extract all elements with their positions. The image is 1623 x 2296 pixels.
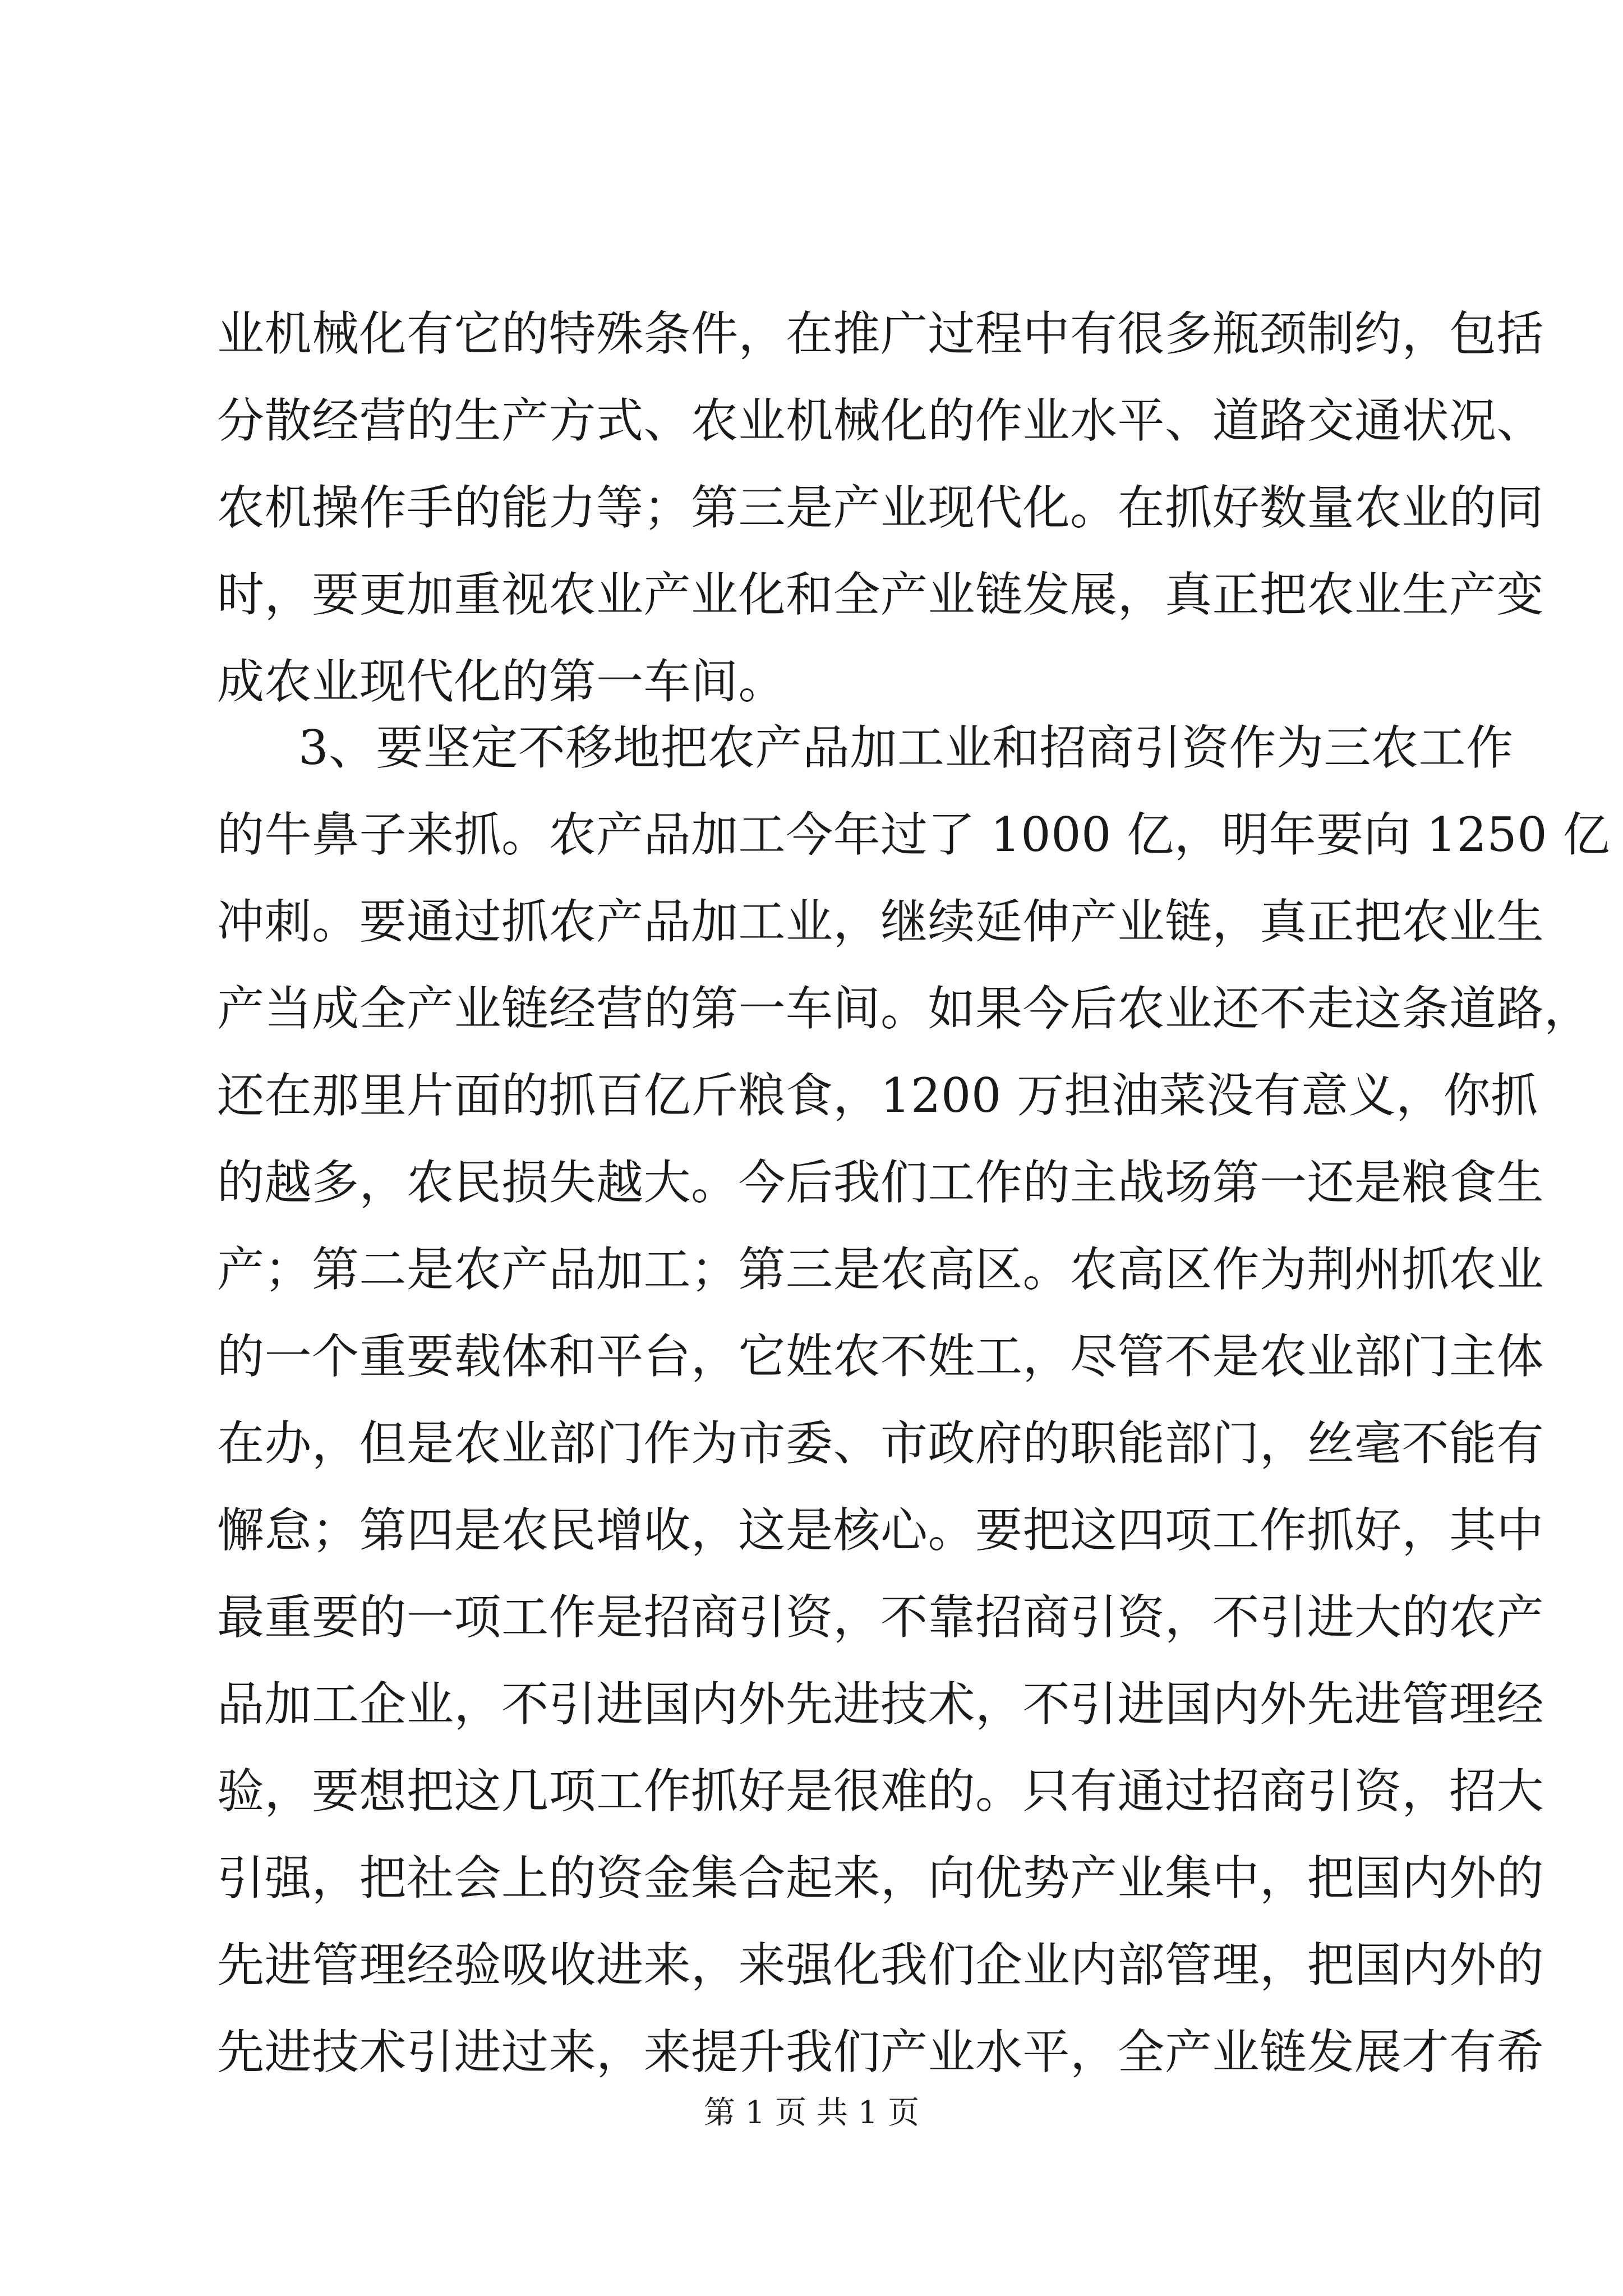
text-line: 先进技术引进过来，来提升我们产业水平，全产业链发展才有希 — [217, 2024, 1544, 2079]
text-line: 产；第二是农产品加工；第三是农高区。农高区作为荆州抓农业 — [217, 1242, 1544, 1297]
text-line: 品加工企业，不引进国内外先进技术，不引进国内外先进管理经 — [217, 1677, 1544, 1732]
text-line: 成农业现代化的第一车间。 — [217, 654, 786, 709]
text-line: 业机械化有它的特殊条件，在推广过程中有很多瓶颈制约，包括 — [217, 306, 1544, 361]
text-line: 最重要的一项工作是招商引资，不靠招商引资，不引进大的农产 — [217, 1590, 1544, 1645]
text-line: 的一个重要载体和平台，它姓农不姓工，尽管不是农业部门主体 — [217, 1329, 1544, 1384]
text-line: 冲刺。要通过抓农产品加工业，继续延伸产业链，真正把农业生 — [217, 894, 1544, 949]
text-line: 时，要更加重视农业产业化和全产业链发展，真正把农业生产变 — [217, 567, 1544, 622]
text-line: 还在那里片面的抓百亿斤粮食，1200 万担油菜没有意义，你抓 — [217, 1068, 1538, 1123]
text-line: 先进管理经验吸收进来，来强化我们企业内部管理，把国内外的 — [217, 1938, 1544, 1993]
text-line: 引强，把社会上的资金集合起来，向优势产业集中，把国内外的 — [217, 1851, 1544, 1906]
text-line: 产当成全产业链经营的第一车间。如果今后农业还不走这条道路， — [217, 981, 1592, 1036]
text-line: 分散经营的生产方式、农业机械化的作业水平、道路交通状况、 — [217, 393, 1544, 448]
text-line: 在办，但是农业部门作为市委、市政府的职能部门，丝毫不能有 — [217, 1416, 1544, 1471]
page-footer: 第 1 页 共 1 页 — [703, 2095, 920, 2131]
text-line: 验，要想把这几项工作抓好是很难的。只有通过招商引资，招大 — [217, 1764, 1544, 1819]
text-line: 的牛鼻子来抓。农产品加工今年过了 1000 亿，明年要向 1250 亿 — [217, 807, 1610, 862]
text-line: 农机操作手的能力等；第三是产业现代化。在抓好数量农业的同 — [217, 480, 1544, 535]
paragraph-start-line: 3、要坚定不移地把农产品加工业和招商引资作为三农工作 — [298, 720, 1514, 775]
text-line: 懈怠；第四是农民增收，这是核心。要把这四项工作抓好，其中 — [217, 1503, 1544, 1558]
text-line: 的越多，农民损失越大。今后我们工作的主战场第一还是粮食生 — [217, 1155, 1544, 1210]
